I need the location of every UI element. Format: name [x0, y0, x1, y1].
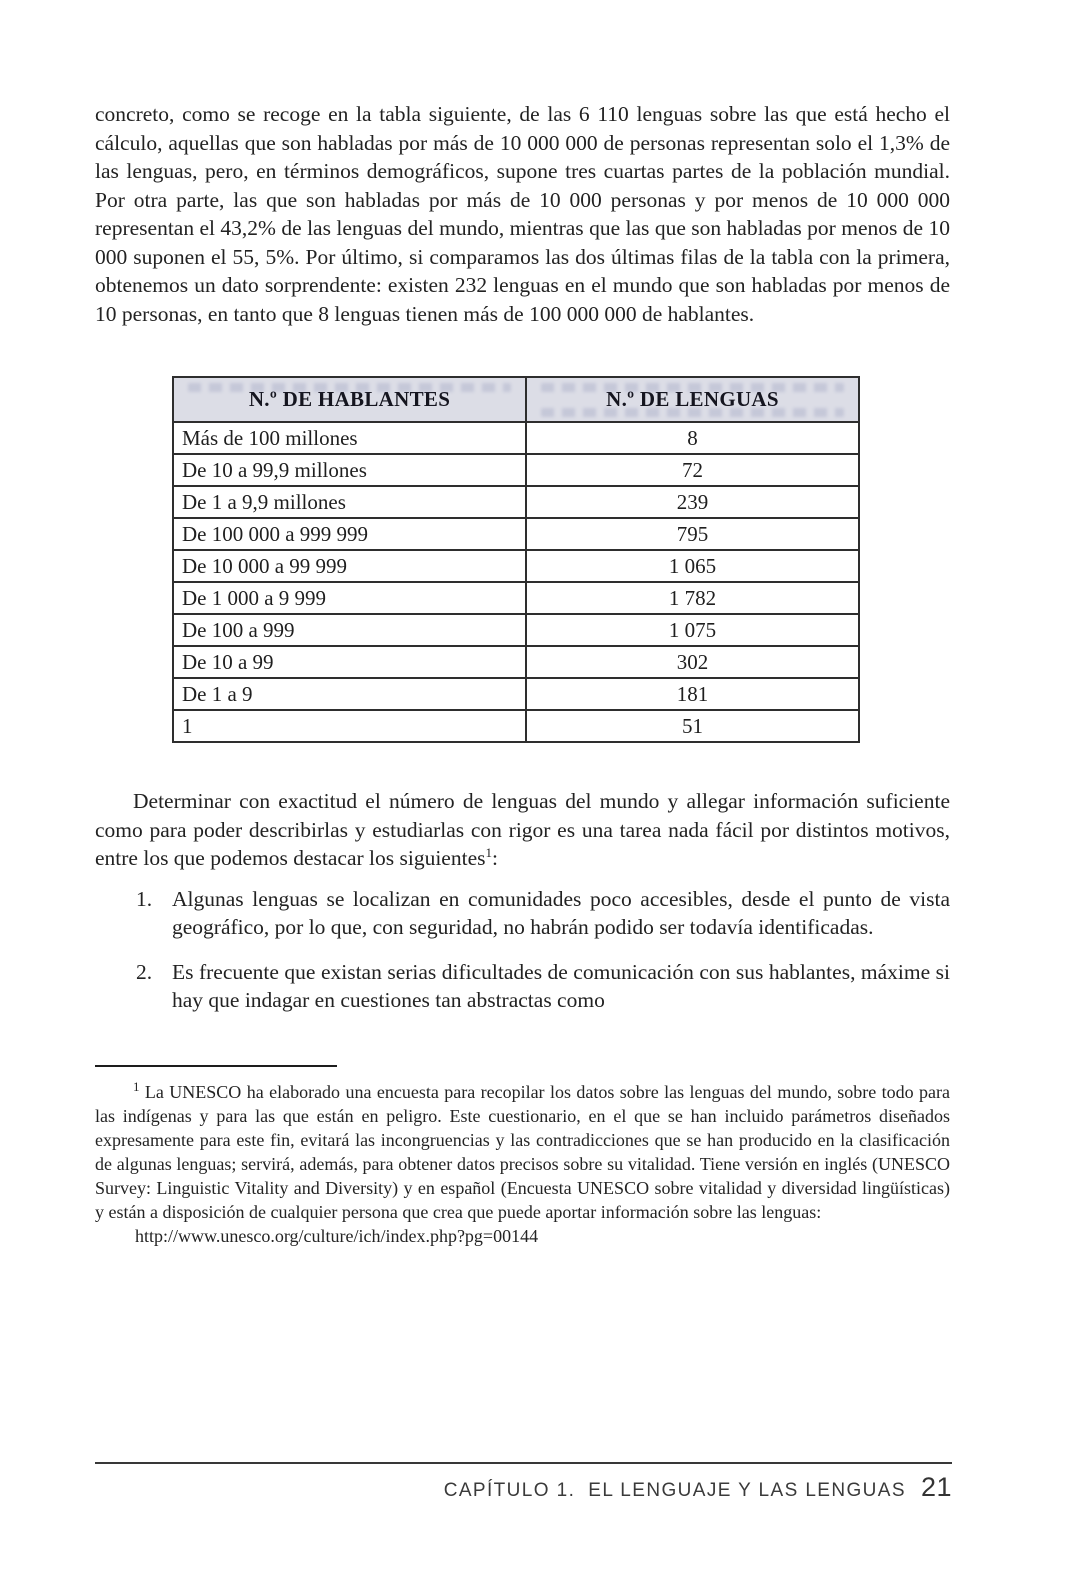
page-number: 21 — [920, 1472, 952, 1502]
paragraph-determinar-colon: : — [492, 846, 498, 870]
languages-count-cell: 51 — [526, 710, 859, 742]
footnote-text — [95, 1080, 950, 1224]
languages-count-cell: 1 782 — [526, 582, 859, 614]
footer-chapter-title: EL LENGUAJE Y LAS LENGUAS — [588, 1480, 906, 1501]
languages-count-cell: 8 — [526, 422, 859, 454]
table-row — [173, 678, 859, 710]
paragraph-determinar-text: Determinar con exactitud el número de lenguas del mundo y allegar información suficiente como para poder describirlas y estudiarlas con rigor es una tarea nada fácil por distintos motivos, entre los que podemos destacar los siguientes — [95, 789, 950, 870]
footer-divider — [95, 1462, 952, 1464]
column-header-languages-label: N.º DE LENGUAS — [606, 387, 779, 411]
footnote-marker: 1 — [133, 1078, 140, 1094]
speakers-range-cell: De 1 a 9,9 millones — [173, 486, 526, 518]
table-row — [173, 582, 859, 614]
table-row — [173, 710, 859, 742]
table-row — [173, 550, 859, 582]
speakers-range-cell: De 10 a 99,9 millones — [173, 454, 526, 486]
speakers-range-cell: De 10 a 99 — [173, 646, 526, 678]
page-footer — [444, 1472, 952, 1503]
table-body — [173, 422, 859, 742]
footnote-body-text: La UNESCO ha elaborado una encuesta para recopilar los datos sobre las lenguas del mundo, sobre todo para las indígenas y para las que están en peligro. Este cuestionario, en el que se han incluido parámetros diseñados expresamente para este fin, evitará las incongruencias y las contradicciones que se han producido en la clasificación de algunas lenguas; servirá, además, para obtener datos precisos sobre su vitalidad. Tiene versión en inglés (UNESCO Survey: Linguistic Vitality and Diversity) y en español (Encuesta UNESCO sobre vitalidad y diversidad lingüísticas) y están a disposición de cualquier persona que crea que puede aportar información sobre las lenguas: — [95, 1081, 950, 1222]
list-item — [95, 885, 950, 942]
table-row — [173, 422, 859, 454]
list-item-number: 1. — [136, 886, 153, 911]
footnote-reference: 1 — [485, 844, 492, 860]
table-row — [173, 518, 859, 550]
list-item-number: 2. — [136, 959, 153, 984]
speakers-range-cell: De 100 a 999 — [173, 614, 526, 646]
languages-count-cell: 795 — [526, 518, 859, 550]
paragraph-intro: concreto, como se recoge en la tabla siguiente, de las 6 110 lenguas sobre las que está hecho el cálculo, aquellas que son habladas por más de 10 000 000 de personas representan solo el 1,3% de las lenguas, pero, en términos demográficos, supone tres cuartas partes de la población mundial. Por otra parte, las que son habladas por más de 10 000 personas y por menos de 10 000 000 representan el 43,2% de las lenguas del mundo, mientras que las que son habladas por menos de 10 000 suponen el 55, 5%. Por último, si comparamos las dos últimas filas de la tabla con la primera, obtenemos un dato sorprendente: existen 232 lenguas en el mundo que son habladas por menos de 10 personas, en tanto que 8 lenguas tienen más de 100 000 000 de hablantes. — [95, 102, 950, 326]
list-item-text: Es frecuente que existan serias dificultades de comunicación con sus hablantes, máxime si hay que indagar en cuestiones tan abstractas como — [172, 959, 950, 1012]
languages-count-cell: 1 075 — [526, 614, 859, 646]
languages-count-cell: 72 — [526, 454, 859, 486]
speakers-range-cell: 1 — [173, 710, 526, 742]
column-header-languages — [526, 377, 859, 422]
languages-count-cell: 1 065 — [526, 550, 859, 582]
table-header-row — [173, 377, 859, 422]
table-row — [173, 614, 859, 646]
list-item — [95, 958, 950, 1015]
table-row — [173, 454, 859, 486]
speakers-range-cell: De 1 a 9 — [173, 678, 526, 710]
footer-chapter-label: CAPÍTULO 1. — [443, 1480, 576, 1501]
languages-count-cell: 181 — [526, 678, 859, 710]
speakers-range-cell: De 1 000 a 9 999 — [173, 582, 526, 614]
list-item-text: Algunas lenguas se localizan en comunidades poco accesibles, desde el punto de vista geográfico, por lo que, con seguridad, no habrán podido ser todavía identificadas. — [172, 886, 950, 939]
reasons-list — [95, 885, 950, 1015]
table-row — [173, 486, 859, 518]
languages-count-cell: 302 — [526, 646, 859, 678]
column-header-speakers — [173, 377, 526, 422]
speakers-range-cell: De 10 000 a 99 999 — [173, 550, 526, 582]
paragraph-determinar — [95, 787, 950, 873]
speakers-range-cell: De 100 000 a 999 999 — [173, 518, 526, 550]
speakers-range-cell: Más de 100 millones — [173, 422, 526, 454]
footnote — [95, 1080, 950, 1248]
footnote-url: http://www.unesco.org/culture/ich/index.php?pg=00144 — [135, 1225, 539, 1246]
table-row — [173, 646, 859, 678]
speakers-languages-table — [172, 376, 860, 743]
column-header-speakers-label: N.º DE HABLANTES — [248, 387, 451, 411]
footnote-divider — [95, 1065, 337, 1067]
languages-count-cell: 239 — [526, 486, 859, 518]
